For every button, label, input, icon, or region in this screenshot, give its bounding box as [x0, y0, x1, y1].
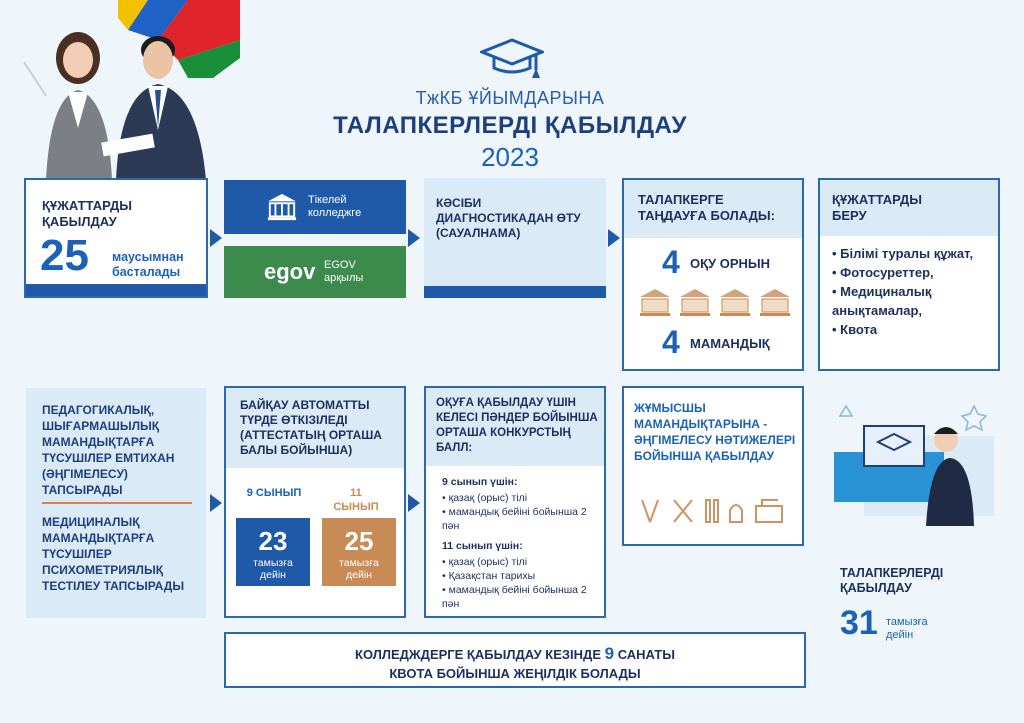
college-icon — [718, 286, 752, 318]
college-icon — [678, 286, 712, 318]
arrow-icon — [210, 494, 222, 512]
docs-accept-card — [24, 178, 208, 298]
list-item: • Квота — [832, 320, 997, 339]
students-photo — [16, 20, 226, 180]
contest-card — [224, 386, 406, 618]
egov-option — [224, 246, 406, 298]
arrow-icon — [608, 229, 620, 247]
choice-places-label: ОҚУ ОРНЫН — [690, 256, 771, 271]
list-item: • Білімі туралы құжат, — [832, 244, 997, 263]
college-icon — [758, 286, 792, 318]
grade11-subjects-list — [442, 555, 592, 611]
final-title: ТАЛАПКЕРЛЕРДІ ҚАБЫЛДАУ — [840, 566, 944, 595]
arrow-icon — [210, 229, 222, 247]
exams-card — [26, 388, 206, 618]
quota-number: 9 — [604, 644, 615, 663]
header-subtitle: ТжКБ ҰЙЫМДАРЫНА — [415, 88, 605, 108]
page-title: ТАЛАПКЕРЛЕРДІ ҚАБЫЛДАУ — [333, 112, 687, 139]
college-icon — [638, 286, 672, 318]
list-item: • мамандық бейіні бойынша 2 пән — [442, 583, 592, 611]
college-building-icon — [266, 192, 298, 222]
final-caption: тамызға дейін — [886, 616, 928, 641]
list-item: • Қазақстан тарихы — [442, 569, 592, 583]
docs-submit-card — [818, 178, 1000, 371]
direct-college-label: Тікелей колледжге — [308, 194, 362, 219]
grade11-deadline — [322, 518, 396, 586]
list-item: • қазақ (орыс) тілі — [442, 555, 592, 569]
choice-spec-number: 4 — [662, 324, 680, 360]
docs-submit-list — [832, 244, 997, 339]
subjects-card — [424, 386, 606, 618]
arrow-icon — [408, 229, 420, 247]
diagnostics-text: КӘСІБИ ДИАГНОСТИКАДАН ӨТУ (САУАЛНАМА) — [436, 196, 581, 240]
quota-text-before: КОЛЛЕДЖДЕРГЕ ҚАБЫЛДАУ КЕЗІНДЕ — [355, 647, 605, 662]
quota-text-after: САНАТЫ — [614, 647, 675, 662]
list-item: • мамандық бейіні бойынша 2 пән — [442, 505, 592, 533]
grade11-number: 25 — [344, 526, 374, 556]
card-bar — [424, 286, 606, 298]
docs-accept-number: 25 — [40, 231, 89, 280]
docs-accept-caption: маусымнан басталады — [112, 250, 184, 279]
divider — [42, 502, 192, 504]
header-year: 2023 — [481, 142, 539, 172]
choice-title: ТАЛАПКЕРГЕ ТАҢДАУҒА БОЛАДЫ: — [638, 192, 775, 223]
grade9-label: 9 СЫНЫП — [246, 487, 302, 499]
grade11-label: 11 СЫНЫП — [333, 487, 379, 513]
working-title: ЖҰМЫСШЫ МАМАНДЫҚТАРЫНА - ӘҢГІМЕЛЕСУ НӘТИЖЕЛЕРІ БОЙЫНША ҚАБЫЛДАУ — [634, 401, 796, 463]
list-item: • Фотосуреттер, — [832, 263, 997, 282]
exams-ped-text: ПЕДАГОГИКАЛЫҚ, ШЫҒАРМАШЫЛЫҚ МАМАНДЫҚТАРҒА ТҮСУШІЛЕР ЕМТИХАН (ӘҢГІМЕЛЕСУ) ТАПСЫРАДЫ — [42, 403, 175, 497]
working-card — [622, 386, 804, 546]
subjects-title: ОҚУҒА ҚАБЫЛДАУ ҮШІН КЕЛЕСІ ПӘНДЕР БОЙЫНША ОРТАША КОНКУРСТЫҢ БАЛЛ: — [436, 397, 598, 454]
diagnostics-card — [424, 178, 606, 298]
grade11-caption: тамызға дейін — [339, 557, 379, 581]
direct-college-option — [224, 180, 406, 234]
grade9-subjects-list — [442, 491, 592, 533]
student-computer-illustration — [834, 396, 994, 526]
list-item: • Медициналық анықтамалар, — [832, 282, 997, 320]
docs-accept-title: ҚҰЖАТТАРДЫ ҚАБЫЛДАУ — [42, 198, 132, 229]
list-item: • қазақ (орыс) тілі — [442, 491, 592, 505]
choice-spec-label: МАМАНДЫҚ — [690, 336, 770, 351]
card-bar — [26, 284, 206, 296]
graduation-cap-icon — [480, 36, 544, 82]
choice-card — [622, 178, 804, 371]
grade11-subjects-head: 11 сынып үшін: — [442, 540, 523, 552]
grade9-number: 23 — [258, 526, 288, 556]
docs-submit-title: ҚҰЖАТТАРДЫ БЕРУ — [832, 192, 922, 223]
quota-line1 — [226, 644, 804, 664]
grade9-caption: тамызға дейін — [253, 557, 293, 581]
exams-med-text: МЕДИЦИНАЛЫҚ МАМАНДЫҚТАРҒА ТҮСУШІЛЕР ПСИХОМЕТРИЯЛЫҚ ТЕСТІЛЕУ ТАПСЫРАДЫ — [42, 515, 185, 593]
choice-places-number: 4 — [662, 244, 680, 280]
quota-banner — [224, 632, 806, 688]
quota-line2: КВОТА БОЙЫНША ЖЕҢІЛДІК БОЛАДЫ — [389, 666, 641, 681]
egov-label: EGOV арқылы — [324, 259, 364, 284]
contest-title: БАЙҚАУ АВТОМАТТЫ ТҮРДЕ ӨТКІЗІЛЕДІ (АТТЕСТАТЫҢ ОРТАША БАЛЫ БОЙЫНША) — [240, 398, 382, 457]
grade9-subjects-head: 9 сынып үшін: — [442, 476, 518, 488]
trade-tools-icons — [638, 496, 788, 526]
arrow-icon — [408, 494, 420, 512]
egov-logo: egov — [264, 259, 316, 284]
grade9-deadline — [236, 518, 310, 586]
final-number: 31 — [840, 604, 878, 642]
